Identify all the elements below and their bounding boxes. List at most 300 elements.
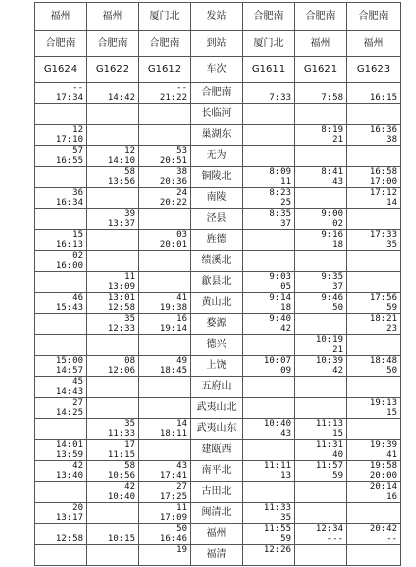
time-cell (87, 188, 139, 209)
timetable-row (35, 314, 401, 335)
time-cell (35, 251, 87, 272)
arrival-time: 42 (72, 461, 83, 471)
departure-time: 7:33 (269, 93, 291, 103)
time-cell (87, 209, 139, 230)
train-timetable (34, 2, 401, 566)
arrival-time (298, 251, 343, 261)
departure-time (142, 450, 187, 460)
time-cell (347, 230, 401, 251)
time-cell (35, 482, 87, 503)
departure-time: 17:25 (159, 492, 187, 502)
arrival-time (90, 188, 135, 198)
arrival-time: 10:40 (263, 419, 291, 429)
arrival-time (142, 209, 187, 219)
arrival-time (298, 188, 343, 198)
departure-time (38, 492, 83, 502)
departure-time: 20:22 (159, 198, 187, 208)
arrival-time: 20:14 (369, 482, 397, 492)
time-cell (139, 461, 191, 482)
time-cell (295, 524, 347, 545)
arrival-time (246, 125, 291, 135)
time-cell (139, 314, 191, 335)
timetable-row (35, 482, 401, 503)
time-cell (243, 104, 295, 125)
time-cell (295, 125, 347, 146)
departure-time (38, 114, 83, 124)
departure-time: 21 (332, 135, 343, 145)
departure-time (350, 345, 397, 355)
departure-time (350, 387, 397, 397)
time-cell (87, 356, 139, 377)
arrival-time (38, 524, 83, 534)
departure-time (90, 555, 135, 565)
arrival-time (38, 272, 83, 282)
station-name: 建瓯西 (191, 440, 243, 461)
timetable-row (35, 335, 401, 356)
time-cell (347, 524, 401, 545)
time-cell (295, 251, 347, 272)
arrival-time: 50 (176, 524, 187, 534)
time-cell (35, 335, 87, 356)
time-cell (139, 356, 191, 377)
time-cell (139, 545, 191, 566)
timetable-row (35, 440, 401, 461)
arrival-time (350, 83, 397, 93)
departure-time (246, 408, 291, 418)
time-cell (347, 356, 401, 377)
arrival-time: 18:21 (369, 314, 397, 324)
time-cell (35, 293, 87, 314)
departure-time: 35 (386, 240, 397, 250)
departure-time: 13 (280, 471, 291, 481)
departure-time: 21 (332, 345, 343, 355)
departure-time: 14:42 (107, 93, 135, 103)
time-cell (243, 419, 295, 440)
departure-time: 16:46 (159, 534, 187, 544)
arrival-time: 36 (72, 188, 83, 198)
time-cell (347, 125, 401, 146)
time-cell (295, 167, 347, 188)
timetable-row (35, 377, 401, 398)
station-name: 旌德 (191, 230, 243, 251)
time-cell (295, 545, 347, 566)
departure-time: 10:15 (107, 534, 135, 544)
arrival-time (246, 377, 291, 387)
departure-time (90, 261, 135, 271)
arrival-time (350, 377, 397, 387)
arrival-time (90, 230, 135, 240)
time-cell (139, 440, 191, 461)
time-cell (87, 251, 139, 272)
time-cell (87, 545, 139, 566)
time-cell (35, 188, 87, 209)
time-cell (87, 146, 139, 167)
arrival-time: 43 (176, 461, 187, 471)
time-cell (295, 461, 347, 482)
arrival-time: 8:09 (269, 167, 291, 177)
header-cell: G1622 (87, 57, 139, 83)
departure-time: 11 (280, 177, 291, 187)
header-departure-row (35, 3, 401, 31)
timetable-row (35, 545, 401, 566)
timetable-row (35, 461, 401, 482)
time-cell (87, 293, 139, 314)
time-cell (87, 272, 139, 293)
departure-time (90, 135, 135, 145)
departure-time: 10:56 (107, 471, 135, 481)
time-cell (139, 188, 191, 209)
station-name: 五府山 (191, 377, 243, 398)
departure-time: 20:36 (159, 177, 187, 187)
departure-time: 13:17 (55, 513, 83, 523)
departure-time: 12:58 (55, 534, 83, 544)
time-cell (35, 440, 87, 461)
timetable-row (35, 524, 401, 545)
departure-time: 40 (332, 450, 343, 460)
time-cell (87, 503, 139, 524)
time-cell (87, 230, 139, 251)
timetable-row (35, 104, 401, 125)
departure-time (142, 555, 187, 565)
arrival-time: 42 (124, 482, 135, 492)
departure-time (350, 513, 397, 523)
time-cell (35, 272, 87, 293)
departure-time: 21:22 (159, 93, 187, 103)
arrival-time (246, 335, 291, 345)
departure-time (142, 408, 187, 418)
time-cell (87, 314, 139, 335)
arrival-time: 41 (176, 293, 187, 303)
time-cell (347, 188, 401, 209)
arrival-time: 9:35 (321, 272, 343, 282)
departure-time (90, 240, 135, 250)
header-cell: G1611 (243, 57, 295, 83)
time-cell (243, 251, 295, 272)
time-cell (35, 419, 87, 440)
departure-time: 43 (280, 429, 291, 439)
time-cell (35, 356, 87, 377)
departure-time (350, 261, 397, 271)
arrival-time (350, 545, 397, 555)
departure-time (38, 282, 83, 292)
departure-time: 18 (280, 303, 291, 313)
arrival-time (142, 335, 187, 345)
time-cell (347, 314, 401, 335)
arrival-time (38, 545, 83, 555)
time-cell (243, 524, 295, 545)
station-name: 南陵 (191, 188, 243, 209)
departure-time: 20:01 (159, 240, 187, 250)
departure-time (38, 345, 83, 355)
arrival-time: 11:33 (263, 503, 291, 513)
time-cell (347, 419, 401, 440)
header-cell: G1621 (295, 57, 347, 83)
arrival-time: 10:19 (315, 335, 343, 345)
time-cell (295, 104, 347, 125)
arrival-time (246, 398, 291, 408)
arrival-time: 9:16 (321, 230, 343, 240)
time-cell (139, 272, 191, 293)
station-name: 绩溪北 (191, 251, 243, 272)
arrival-time: 11 (124, 272, 135, 282)
departure-time: 37 (280, 219, 291, 229)
arrival-time (38, 209, 83, 219)
time-cell (139, 503, 191, 524)
time-cell (347, 377, 401, 398)
arrival-time (246, 83, 291, 93)
arrival-time (38, 482, 83, 492)
station-name: 福州 (191, 524, 243, 545)
timetable-row (35, 230, 401, 251)
departure-time: 05 (280, 282, 291, 292)
departure-time: 25 (280, 198, 291, 208)
time-cell (35, 314, 87, 335)
departure-time (90, 198, 135, 208)
departure-time: 16:55 (55, 156, 83, 166)
departure-time: 37 (332, 282, 343, 292)
arrival-time (350, 104, 397, 114)
departure-time (90, 513, 135, 523)
arrival-time: 58 (124, 167, 135, 177)
arrival-time: 8:41 (321, 167, 343, 177)
header-label-cell: 车次 (191, 57, 243, 83)
time-cell (35, 377, 87, 398)
arrival-time (142, 125, 187, 135)
arrival-time: 35 (124, 314, 135, 324)
departure-time: 18 (332, 240, 343, 250)
departure-time: 17:34 (55, 93, 83, 103)
time-cell (139, 293, 191, 314)
arrival-time: 8:35 (269, 209, 291, 219)
time-cell (295, 272, 347, 293)
departure-time: 12:06 (107, 366, 135, 376)
header-cell: G1612 (139, 57, 191, 83)
time-cell (35, 209, 87, 230)
departure-time: 14 (386, 198, 397, 208)
departure-time: 16:34 (55, 198, 83, 208)
arrival-time (90, 398, 135, 408)
station-name: 闽清北 (191, 503, 243, 524)
time-cell (87, 398, 139, 419)
time-cell (347, 440, 401, 461)
time-cell (243, 146, 295, 167)
arrival-time: 8:19 (321, 125, 343, 135)
time-cell (295, 209, 347, 230)
arrival-time: 10:39 (315, 356, 343, 366)
arrival-time: 18:48 (369, 356, 397, 366)
departure-time (38, 219, 83, 229)
time-cell (35, 398, 87, 419)
arrival-time: 17:56 (369, 293, 397, 303)
departure-time: 14:43 (55, 387, 83, 397)
timetable-row (35, 251, 401, 272)
arrival-time: 45 (72, 377, 83, 387)
departure-time (142, 345, 187, 355)
time-cell (243, 314, 295, 335)
arrival-time (142, 251, 187, 261)
arrival-time: 12:26 (263, 545, 291, 555)
departure-time: 42 (332, 366, 343, 376)
time-cell (295, 314, 347, 335)
departure-time: 13:37 (107, 219, 135, 229)
departure-time (90, 408, 135, 418)
departure-time: 7:58 (321, 93, 343, 103)
arrival-time (350, 419, 397, 429)
station-name: 铜陵北 (191, 167, 243, 188)
time-cell (347, 104, 401, 125)
departure-time: 12:58 (107, 303, 135, 313)
time-cell (243, 335, 295, 356)
time-cell (87, 377, 139, 398)
departure-time: 02 (332, 219, 343, 229)
time-cell (35, 146, 87, 167)
time-cell (243, 545, 295, 566)
departure-time: 59 (280, 534, 291, 544)
time-cell (295, 356, 347, 377)
header-cell: 厦门北 (243, 31, 295, 57)
time-cell (139, 377, 191, 398)
departure-time: -- (386, 534, 397, 544)
arrival-time (350, 335, 397, 345)
header-cell: 合肥南 (35, 31, 87, 57)
time-cell (87, 461, 139, 482)
departure-time: 43 (332, 177, 343, 187)
arrival-time (298, 482, 343, 492)
station-name: 黄山北 (191, 293, 243, 314)
departure-time: 16 (386, 492, 397, 502)
departure-time (38, 324, 83, 334)
arrival-time: 11:11 (263, 461, 291, 471)
departure-time: 59 (386, 303, 397, 313)
station-name: 泾县 (191, 209, 243, 230)
time-cell (87, 524, 139, 545)
header-cell: 福州 (35, 3, 87, 31)
time-cell (35, 104, 87, 125)
time-cell (139, 251, 191, 272)
departure-time: 10:40 (107, 492, 135, 502)
departure-time: 15 (332, 429, 343, 439)
departure-time: 13:40 (55, 471, 83, 481)
departure-time: 20:00 (369, 471, 397, 481)
arrival-time: 11:55 (263, 524, 291, 534)
header-cell: 福州 (87, 3, 139, 31)
arrival-time (298, 83, 343, 93)
departure-time (298, 513, 343, 523)
time-cell (243, 209, 295, 230)
time-cell (139, 104, 191, 125)
time-cell (243, 440, 295, 461)
departure-time: 14:57 (55, 366, 83, 376)
arrival-time (90, 503, 135, 513)
arrival-time: 17:33 (369, 230, 397, 240)
time-cell (347, 503, 401, 524)
arrival-time (38, 167, 83, 177)
time-cell (347, 146, 401, 167)
time-cell (35, 125, 87, 146)
timetable-row (35, 209, 401, 230)
departure-time: 11:33 (107, 429, 135, 439)
time-cell (87, 440, 139, 461)
arrival-time: 19 (176, 545, 187, 555)
time-cell (243, 461, 295, 482)
time-cell (35, 524, 87, 545)
arrival-time (38, 314, 83, 324)
arrival-time: 11 (176, 503, 187, 513)
timetable-row (35, 503, 401, 524)
departure-time (246, 492, 291, 502)
time-cell (243, 356, 295, 377)
departure-time (298, 156, 343, 166)
arrival-time: 9:14 (269, 293, 291, 303)
departure-time: 12:33 (107, 324, 135, 334)
arrival-time (350, 251, 397, 261)
departure-time (90, 387, 135, 397)
departure-time: 59 (332, 471, 343, 481)
header-cell: 合肥南 (243, 3, 295, 31)
time-cell (347, 335, 401, 356)
header-arrival-row (35, 31, 401, 57)
arrival-time: 17 (124, 440, 135, 450)
time-cell (139, 524, 191, 545)
arrival-time (298, 503, 343, 513)
header-cell: 福州 (347, 31, 401, 57)
arrival-time: 12 (72, 125, 83, 135)
time-cell (243, 188, 295, 209)
timetable-row (35, 188, 401, 209)
station-name: 德兴 (191, 335, 243, 356)
arrival-time (90, 545, 135, 555)
arrival-time: 14:01 (55, 440, 83, 450)
time-cell (295, 503, 347, 524)
station-name: 福清 (191, 545, 243, 566)
time-cell (87, 83, 139, 104)
arrival-time: 15:00 (55, 356, 83, 366)
departure-time: 14:25 (55, 408, 83, 418)
time-cell (243, 293, 295, 314)
arrival-time: 16 (176, 314, 187, 324)
arrival-time (90, 377, 135, 387)
arrival-time: 58 (124, 461, 135, 471)
station-name: 长临河 (191, 104, 243, 125)
time-cell (243, 398, 295, 419)
departure-time (298, 198, 343, 208)
timetable-row (35, 419, 401, 440)
arrival-time (246, 146, 291, 156)
departure-time (246, 345, 291, 355)
arrival-time (90, 83, 135, 93)
departure-time: 18:11 (159, 429, 187, 439)
time-cell (295, 482, 347, 503)
arrival-time: 02 (72, 251, 83, 261)
time-cell (347, 83, 401, 104)
station-name: 古田北 (191, 482, 243, 503)
time-cell (35, 503, 87, 524)
departure-time (90, 114, 135, 124)
arrival-time: 13:01 (107, 293, 135, 303)
time-cell (295, 146, 347, 167)
time-cell (243, 377, 295, 398)
header-cell: G1624 (35, 57, 87, 83)
departure-time: --- (326, 534, 343, 544)
departure-time (38, 429, 83, 439)
departure-time (142, 219, 187, 229)
station-name: 武夷山北 (191, 398, 243, 419)
time-cell (295, 293, 347, 314)
time-cell (347, 272, 401, 293)
arrival-time: 12:34 (315, 524, 343, 534)
header-cell: 合肥南 (87, 31, 139, 57)
departure-time: 16:13 (55, 240, 83, 250)
